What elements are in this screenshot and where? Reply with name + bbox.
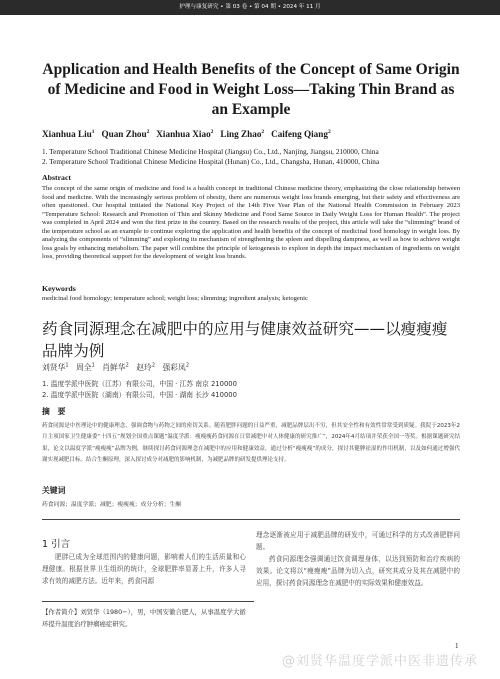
chinese-title: 药食同源理念在减肥中的应用与健康效益研究——以瘦瘦瘦品牌为例 xyxy=(42,320,448,360)
journal-header-bar xyxy=(0,0,500,15)
author-name: 刘贤华 xyxy=(42,363,66,372)
intro-paragraph: 药食同源理念强调通过饮食调理身体，以达到预防和治疗疾病的效果。论文将以“瘦瘦瘦”品牌为切入点，研究其成分及其在减肥中的应用，探讨药食同源理念在减肥中的实际效果和健康效益。 xyxy=(256,555,460,587)
english-keywords: medicinal food homology; temperature school; weight loss; slimming; ingredient analysis; ketogenic xyxy=(42,295,308,302)
english-title: Application and Health Benefits of the Concept of Same Origin of Medicine and Food in Weight Loss—Taking Thin Brand as an Example xyxy=(42,61,460,118)
chinese-abstract-heading: 摘 要 xyxy=(42,407,66,416)
chinese-authors xyxy=(42,362,189,373)
english-abstract: The concept of the same origin of medicine and food is a health concept in traditional Chinese medicine theory, emphasizing the close relationship between food and medicine. With the increasingly serious problem of obesity, there are numerous weight loss brands emerging, but their safety and effectiveness are often questioned. Our hospital initiated the National Key Project of the 14th Five Year Plan of the National Health Commission in February 2023 “Temperature School: Research and Promotion of Thin and Skinny Medicine and Food Same Source in Daily Weight Loss for Human Health”. The project was completed in April 2024 and won the first prize in the country. Based on the research results of the project, this article will take the “slimming” brand of the temperature school as an example to continue exploring the application and health benefits of the concept of medicinal food homology in weight loss. By analyzing the components of “slimming” and exploring its mechanism of strengthening the spleen and dispelling dampness, as well as how to achieve weight loss goals by enhancing metabolism. The paper will combine the principle of ketogenesis to explore in depth the impact mechanism of ingredients on weight loss, providing theoretical support for the development of weight loss brands. xyxy=(42,185,460,260)
chinese-abstract: 药食同源是中医理论中的健康理念，强调食物与药物之间的密切关系。随着肥胖问题的日益严重，减肥品牌层出不穷，但其安全性和有效性常常受到质疑。我院于2023年2月主项国家卫生健康委“十四五”规划全国重点课题“温度学派：瘦瘦瘦药食同源在日常减肥中对人体健康的研究推广”，2024年4月结项并荣获全国一等奖。根据课题研究结果，论文以温度学派“瘦瘦瘦”品牌为例，继续探讨药食同源理念在减肥中的应用和健康效益。通过分析“瘦瘦瘦”的成分，探讨其健脾祛湿的作用机制，以及如何通过增强代谢实现减肥目标。结合生酮原理，深入探讨成分对减肥的影响机制，为减肥品牌的研发提供理论支持。 xyxy=(42,423,460,464)
footnote-divider xyxy=(42,601,254,602)
author-name: 肖鲜华 xyxy=(102,363,126,372)
chinese-affiliation-2: 2. 温度学派中医院（湖南）有限公司，中国 · 湖南 长沙 410000 xyxy=(42,391,237,399)
author-affiliation-mark: 1 xyxy=(65,362,69,369)
chinese-keywords: 药食同源；温度学派；减肥；瘦瘦瘦；成分分析；生酮 xyxy=(42,502,182,508)
intro-paragraph: 肥胖已成为全球范围内的健康问题，影响着人们的生活质量和心理健康。根据世界卫生组织的统计，全球肥胖率显著上升，许多人寻求有效的减肥方法。近年来，药食同源 xyxy=(42,553,246,585)
author-affiliation-mark: 1 xyxy=(91,129,95,135)
chinese-affiliation-1: 1. 温度学派中医院（江苏）有限公司，中国 · 江苏 南京 210000 xyxy=(42,380,237,388)
author-name: Xianhua Liu xyxy=(42,129,92,140)
chinese-keywords-heading: 关键词 xyxy=(42,486,66,495)
english-authors xyxy=(42,129,460,139)
intro-left-column xyxy=(42,551,246,587)
author-affiliation-mark: 2 xyxy=(261,129,265,135)
journal-header-text: 护理与康复研究 • 第 03 卷 • 第 04 期 • 2024 年 11 月 xyxy=(179,4,321,10)
english-affiliation-1: 1. Temperature School Traditional Chinese Medicine Hospital (Jiangsu) Co., Ltd., Nanjing, Jiangsu, 210000, China xyxy=(42,147,379,156)
author-affiliation-mark: 1 xyxy=(91,362,95,369)
author-affiliation-mark: 2 xyxy=(327,129,331,135)
author-name: 赵玲 xyxy=(136,363,152,372)
author-name: Caifeng Qiang xyxy=(271,129,328,140)
author-affiliation-mark: 2 xyxy=(125,362,129,369)
author-affiliation-mark: 2 xyxy=(146,129,150,135)
introduction-heading: 1 引言 xyxy=(42,539,71,550)
section-divider xyxy=(42,519,460,520)
author-name: Xianhua Xiao xyxy=(156,129,211,140)
author-affiliation-mark: 2 xyxy=(210,129,214,135)
watermark-text: @刘贤华温度学派中医非遗传承 xyxy=(282,654,479,669)
keywords-heading: Keywords xyxy=(42,284,76,293)
page-number: 1 xyxy=(455,642,459,650)
author-name: Quan Zhou xyxy=(101,129,147,140)
author-name: 强彩凤 xyxy=(162,363,186,372)
abstract-heading: Abstract xyxy=(42,173,72,182)
author-name: 周全 xyxy=(76,363,92,372)
intro-right-column xyxy=(256,529,460,589)
english-affiliation-2: 2. Temperature School Traditional Chinese Medicine Hospital (Hunan) Co., Ltd., Changsha, Hunan, 410000, China xyxy=(42,157,380,166)
author-name: Ling Zhao xyxy=(220,129,262,140)
intro-paragraph: 理念逐渐被应用于减肥品牌的研发中，可通过科学的方式改善肥胖问题。 xyxy=(256,531,460,551)
author-affiliation-mark: 2 xyxy=(185,362,190,369)
author-affiliation-mark: 2 xyxy=(151,362,156,369)
author-footnote: 【作者简介】刘贤华（1980−），男，中国安徽合肥人，从事温度学大循环提升温度治疗肿瘤癌症研究。 xyxy=(42,608,246,628)
